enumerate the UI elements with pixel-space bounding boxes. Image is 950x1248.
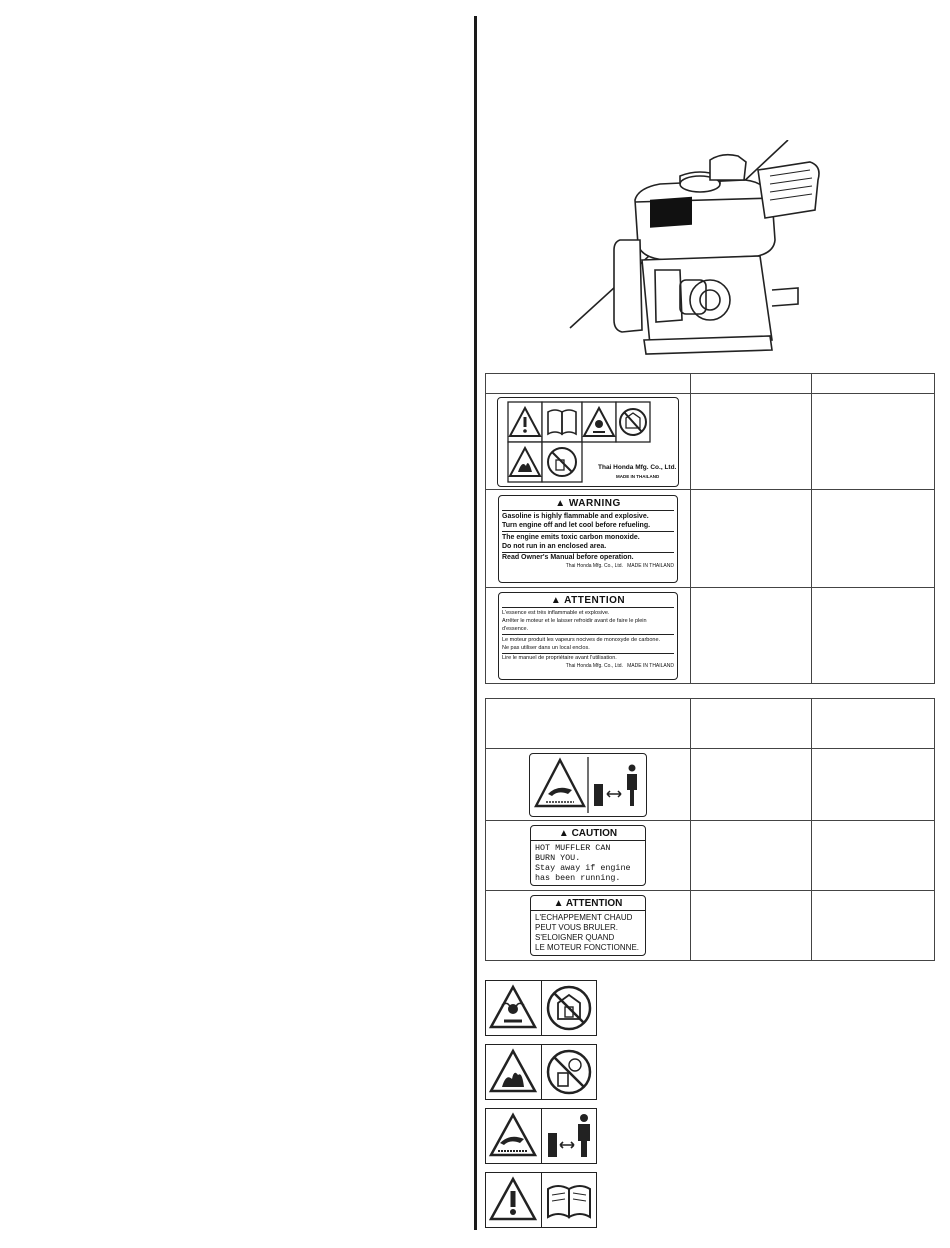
table1-header-cell (691, 374, 812, 394)
attention-line: S'ELOIGNER QUAND (535, 933, 615, 942)
warning-line: Do not run in an enclosed area. (502, 542, 607, 550)
caution-label (530, 825, 646, 886)
table2-cell (691, 891, 812, 961)
warning-triangle-icon: ▲ (553, 898, 564, 909)
attention-line: L'ECHAPPEMENT CHAUD (535, 913, 633, 922)
warning-line: Turn engine off and let cool before refueling. (502, 521, 651, 529)
table1-cell (812, 394, 935, 490)
attention-label-muffler (530, 895, 646, 956)
origin-text: MADE IN THAILAND (627, 562, 674, 569)
attention-line: LE MOTEUR FONCTIONNE. (535, 943, 640, 952)
no-refuel-running-icon (541, 1045, 597, 1099)
warning-triangle-icon: ▲ (558, 828, 569, 839)
label-cell (486, 588, 691, 684)
keep-distance-icon (541, 1109, 597, 1163)
table2-cell (812, 821, 935, 891)
caution-header: CAUTION (571, 828, 618, 839)
caution-line: HOT MUFFLER CAN (535, 843, 611, 853)
attention-line: Arrêter le moteur et le laisser refroidir avant de faire le plein d'essence. (502, 617, 647, 632)
label-table-2 (485, 698, 935, 961)
owners-manual-icon (541, 1173, 597, 1227)
keep-distance-icon (594, 764, 637, 806)
no-enclosed-area-icon (541, 981, 597, 1035)
table2-header-cell (812, 699, 935, 749)
attention-header: ATTENTION (564, 594, 626, 606)
company-name: Thai Honda Mfg. Co., Ltd. (598, 463, 677, 471)
label-cell (486, 821, 691, 891)
table1-header-cell (812, 374, 935, 394)
column-divider (474, 16, 477, 1230)
warning-line: Read Owner's Manual before operation. (502, 553, 634, 561)
table2-header-cell (691, 699, 812, 749)
table1-header-cell (486, 374, 691, 394)
table1-cell (691, 588, 812, 684)
attention-line: Le moteur produit les vapeurs nocives de monoxyde de carbone. (502, 636, 661, 643)
attention-line: Lire le manuel de propriétaire avant l'utilisation. (502, 654, 617, 661)
table1-cell (691, 490, 812, 588)
hot-surface-icon (486, 1109, 541, 1163)
attention-line: Ne pas utiliser dans un local enclos. (502, 644, 590, 651)
fire-pictogram-pair (485, 1044, 597, 1100)
caution-line: Stay away if engine (535, 863, 631, 873)
table1-cell (812, 588, 935, 684)
company-name: Thai Honda Mfg. Co., Ltd. (565, 562, 623, 569)
label-cell (486, 394, 691, 490)
toxic-gas-icon (486, 981, 541, 1035)
fire-hazard-icon (486, 1045, 541, 1099)
label-table-1 (485, 373, 935, 684)
attention-header: ATTENTION (565, 898, 623, 909)
table1-cell (812, 490, 935, 588)
table2-cell (691, 749, 812, 821)
origin-text: MADE IN THAILAND (627, 662, 674, 669)
toxic-gas-pictogram-pair (485, 980, 597, 1036)
table2-header-cell (486, 699, 691, 749)
caution-line: BURN YOU. (535, 853, 581, 863)
attention-label-fr (498, 592, 678, 680)
read-manual-pictogram-pair (485, 1172, 597, 1228)
hot-surface-icon (536, 760, 584, 806)
label-cell (486, 891, 691, 961)
label-cell (486, 490, 691, 588)
warning-line: The engine emits toxic carbon monoxide. (502, 533, 640, 541)
attention-line: PEUT VOUS BRULER. (535, 923, 618, 932)
hot-muffler-pictogram-label (529, 753, 647, 817)
table1-cell (691, 394, 812, 490)
table2-cell (812, 891, 935, 961)
origin-text: MADE IN THAILAND (616, 473, 660, 479)
warning-triangle-icon (486, 1173, 541, 1227)
engine-illustration (560, 140, 825, 365)
caution-line: has been running. (535, 873, 621, 883)
warning-line: Gasoline is highly flammable and explosive. (502, 512, 649, 520)
company-name: Thai Honda Mfg. Co., Ltd. (565, 662, 623, 669)
safety-pictogram-label (497, 397, 679, 487)
hot-surface-pictogram-pair (485, 1108, 597, 1164)
warning-header: WARNING (568, 497, 621, 509)
table2-cell (812, 749, 935, 821)
label-cell (486, 749, 691, 821)
warning-triangle-icon: ▲ (555, 497, 566, 509)
warning-label (498, 495, 678, 583)
table2-cell (691, 821, 812, 891)
attention-line: L'essence est très inflammable et explosive. (502, 609, 610, 616)
warning-triangle-icon: ▲ (550, 594, 562, 606)
